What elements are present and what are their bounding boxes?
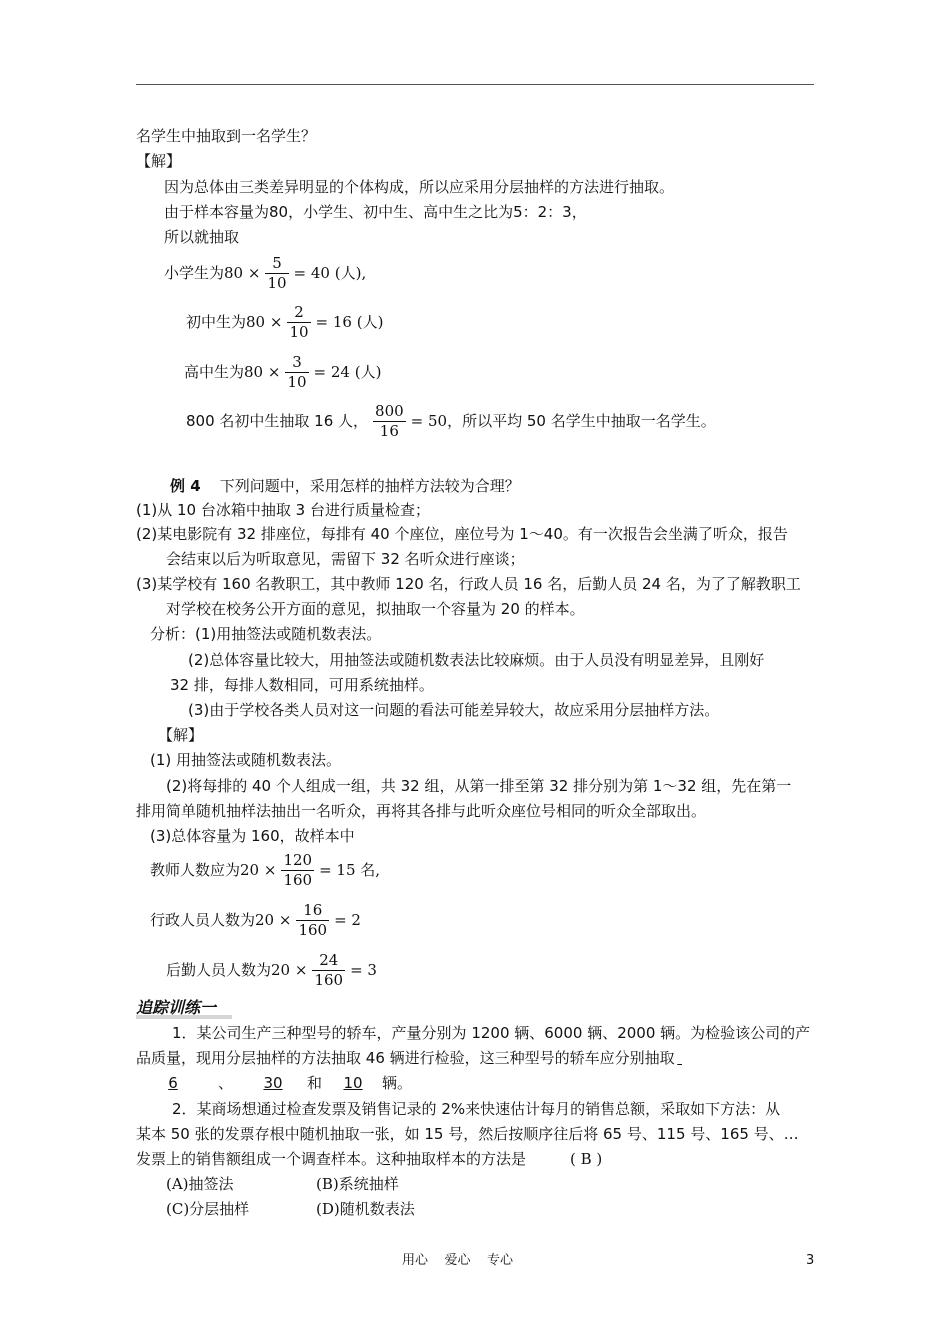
numerator: 2 [287,303,310,323]
numerator: 24 [312,951,345,971]
formula-expr: 80 × [246,313,283,331]
formula-result: = 2 [334,911,361,929]
solution-line-1: 因为总体由三类差异明显的个体构成，所以应采用分层抽样的方法进行抽取。 [164,178,675,196]
formula-result: = 3 [350,961,377,979]
formula-result: = 50 [410,412,448,430]
problem-1-text: 品质量，现用分层抽样的方法抽取 46 辆进行检验，这三种型号的轿车应分别抽取 [136,1049,675,1067]
numerator: 5 [265,254,288,274]
page-number: 3 [806,1253,815,1268]
continued-question-line: 名学生中抽取到一名学生？ [136,127,317,145]
option-c: (C)分层抽样 [166,1200,250,1218]
example-title: 例 4 [170,477,201,495]
option-d: (D)随机数表法 [316,1200,415,1218]
analysis-2-line-2: 32 排，每排人数相同，可用系统抽样。 [170,676,434,694]
numerator: 800 [375,402,404,420]
formula-expr: 80 × [244,363,281,381]
formula-expr: 20 × [271,961,308,979]
formula-label: 行政人员人数为 [150,911,256,929]
numerator: 3 [285,353,308,373]
problem-1-line-2 [136,1048,685,1068]
fraction [373,402,406,441]
formula-teachers [150,851,380,890]
analysis-1: 分析：(1)用抽签法或随机数表法。 [150,625,382,643]
denominator: 10 [287,373,307,391]
formula-expr: 20 × [240,861,277,879]
option-a: (A)抽签法 [166,1175,234,1193]
problem-1-answers [136,1073,412,1093]
solution-2-line-1: (1) 用抽签法或随机数表法。 [150,751,342,769]
formula-label: 后勤人员人数为 [166,961,272,979]
formula-senior [184,353,381,392]
solution-2-line-2b: 排用简单随机抽样法抽出一名听众，再将其各排与此听众座位号相同的听众全部取出。 [136,802,707,820]
formula-result: = 24 (人) [313,363,382,381]
denominator: 16 [379,422,399,440]
tracking-heading: 追踪训练一 [136,998,217,1017]
separator-2: 和 [307,1074,323,1092]
fraction [312,951,345,990]
denominator: 10 [267,274,287,292]
problem-2-line-2: 某本 50 张的发票存根中随机抽取一张，如 15 号，然后按顺序往后将 65 号、115 号、165 号、… [136,1125,799,1143]
problem-2-line-3 [136,1149,602,1169]
answer-blank-1: 6 [168,1074,178,1092]
fraction [287,303,310,342]
fraction [281,851,314,890]
solution-heading-2: 【解】 [158,726,204,744]
fraction [265,254,288,293]
question-3-line-1: (3)某学校有 160 名教职工，其中教师 120 名，行政人员 16 名，后勤人员 24 名，为了了解教职工 [136,575,801,593]
problem-2-line-1: 2．某商场想通过检查发票及销售记录的 2%来快速估计每月的销售总额，采取如下方法：从 [172,1100,781,1118]
formula-pre: 800 名初中生抽取 16 人， [186,412,369,430]
formula-label: 高中生为 [184,363,245,381]
formula-primary [164,254,366,293]
formula-expr: 80 × [224,264,261,282]
numerator: 120 [283,851,313,869]
numerator: 16 [296,901,329,921]
denominator: 10 [289,323,309,341]
formula-junior [186,303,383,342]
example-4-line [170,476,520,496]
solution-line-3: 所以就抽取 [164,228,240,246]
fraction [296,901,329,940]
answer-blank-2: 30 [263,1074,283,1092]
analysis-2-line-1: (2)总体容量比较大，用抽签法或随机数表法比较麻烦。由于人员没有明显差异，且刚好 [188,651,765,669]
problem-2-answer: ( B ) [570,1150,603,1168]
fraction [285,353,308,392]
question-3-line-2: 对学校在校务公开方面的意见，拟抽取一个容量为 20 的样本。 [166,600,585,618]
denominator: 160 [298,921,328,939]
problem-2-text: 发票上的销售额组成一个调查样本。这种抽取样本的方法是 [136,1150,527,1168]
example-question: 下列问题中，采用怎样的抽样方法较为合理？ [219,477,520,495]
separator-1: 、 [218,1074,234,1092]
solution-2-line-2a: (2)将每排的 40 个人组成一组，共 32 组，从第一排至第 32 排分别为第 1～32 组，先在第一 [166,777,792,795]
formula-result: = 16 (人) [315,313,384,331]
denominator: 160 [283,871,313,889]
answer-blank-3: 10 [343,1074,363,1092]
question-2-line-2: 会结束以后为听取意见，需留下 32 名听众进行座谈； [166,550,525,568]
formula-average [186,402,716,441]
formula-admin [150,901,361,940]
formula-label: 初中生为 [186,313,247,331]
question-2-line-1: (2)某电影院有 32 排座位，每排有 40 个座位，座位号为 1～40。有一次报告会坐满了听众，报告 [136,525,788,543]
solution-heading: 【解】 [136,152,182,170]
question-1: (1)从 10 台冰箱中抽取 3 台进行质量检查； [136,501,430,519]
formula-label: 教师人数应为 [150,861,241,879]
formula-result: = 15 名, [319,861,381,879]
problem-1-line-1: 1．某公司生产三种型号的轿车，产量分别为 1200 辆、6000 辆、2000 辆。为检验该公司的产 [172,1024,811,1042]
solution-2-line-3: (3)总体容量为 160，故样本中 [150,827,355,845]
formula-expr: 20 × [255,911,292,929]
header-rule [136,84,814,85]
denominator: 160 [314,971,344,989]
formula-logistics [166,951,377,990]
analysis-3: (3)由于学校各类人员对这一问题的看法可能差异较大，故应采用分层抽样方法。 [188,701,720,719]
formula-label: 小学生为 [164,264,225,282]
formula-result: = 40 (人), [293,264,367,282]
unit-label: 辆。 [382,1074,413,1092]
formula-post: ，所以平均 50 名学生中抽取一名学生。 [447,412,716,430]
blank-lead [675,1048,685,1068]
solution-line-2: 由于样本容量为80，小学生、初中生、高中生之比为5：2：3， [164,203,587,221]
footer-motto: 用心 爱心 专心 [402,1253,514,1268]
option-b: (B)系统抽样 [316,1175,399,1193]
